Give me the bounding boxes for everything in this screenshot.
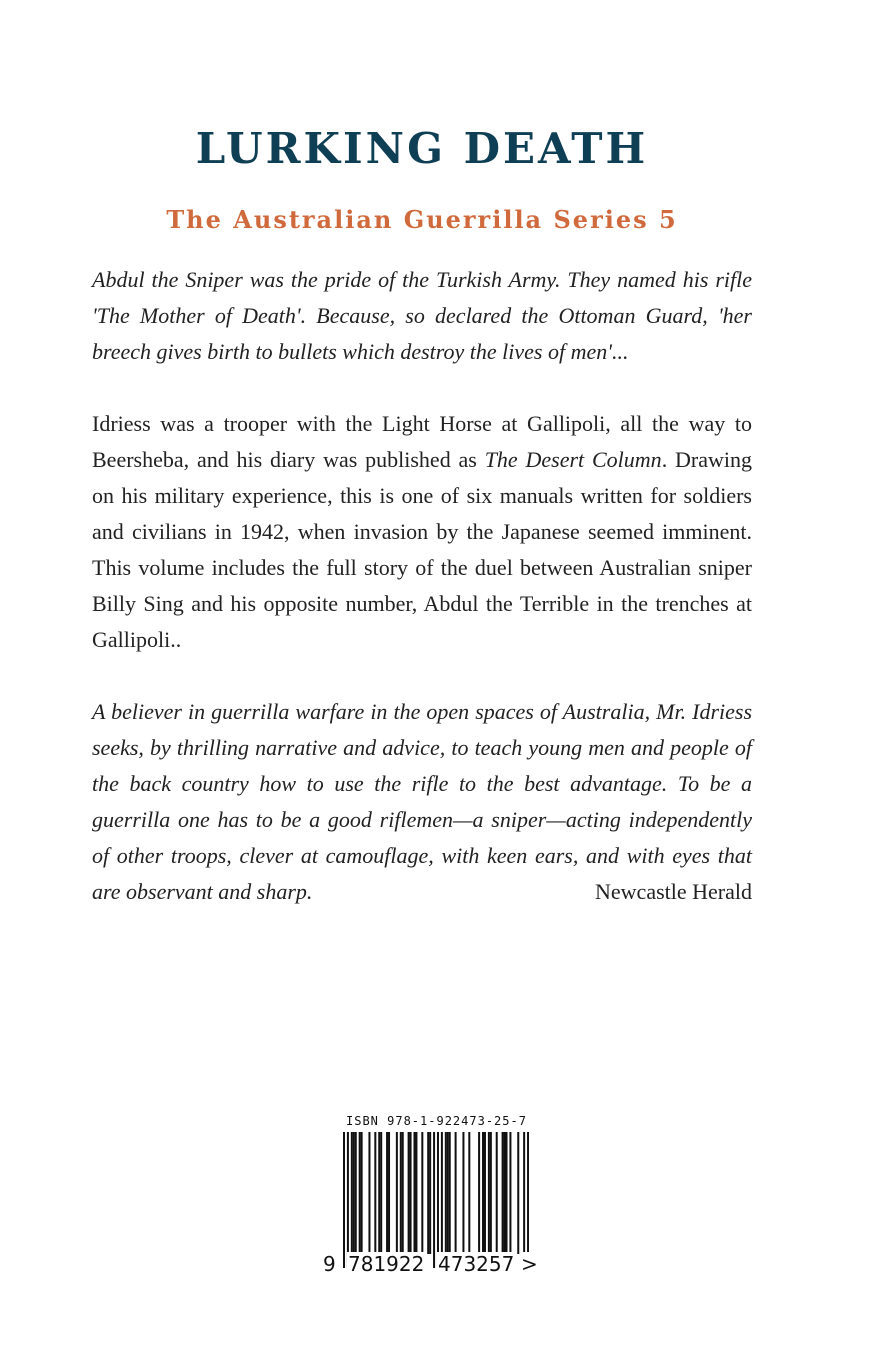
isbn-label: ISBN 978-1-922473-25-7 — [346, 1114, 527, 1128]
barcode-bar — [410, 1132, 412, 1254]
barcode-bar — [502, 1132, 504, 1254]
barcode-bar — [484, 1132, 486, 1254]
barcode-bar — [353, 1132, 355, 1254]
barcode-bar — [380, 1132, 382, 1254]
barcode-bar — [343, 1132, 345, 1268]
barcode-bar — [527, 1132, 529, 1268]
barcode-bar — [478, 1132, 480, 1254]
barcode-bar — [400, 1132, 402, 1254]
barcode-bar — [488, 1132, 490, 1254]
author-text-before: Idriess was a trooper with the Light Horse at Gallipoli, all the way to Beersheba, and his diary was published as — [92, 411, 752, 472]
barcode-digit-group-2: 473257 — [438, 1252, 515, 1276]
barcode-bar — [517, 1132, 519, 1254]
review-source: Newcastle Herald — [595, 879, 752, 904]
barcode-bar — [449, 1132, 451, 1254]
book-reference-title: The Desert Column — [484, 447, 662, 472]
barcode-bar — [509, 1132, 511, 1254]
barcode-end-mark: > — [521, 1252, 538, 1276]
barcode-bar — [388, 1132, 390, 1254]
barcode-bar — [374, 1132, 376, 1254]
barcode-bar — [378, 1132, 380, 1254]
barcode-bar — [441, 1132, 443, 1254]
barcode-digit-group-1: 781922 — [348, 1252, 425, 1276]
barcode-bar — [462, 1132, 464, 1254]
series-subtitle: The Australian Guerrilla Series 5 — [166, 205, 678, 234]
barcode-bar — [429, 1132, 431, 1254]
barcode-bar — [523, 1132, 525, 1268]
barcode-bar — [421, 1132, 423, 1254]
review-quote — [92, 694, 752, 910]
barcode-bar — [504, 1132, 506, 1254]
barcode-bar — [455, 1132, 457, 1254]
barcode-bar — [355, 1132, 357, 1254]
blurb-paragraph-intro: Abdul the Sniper was the pride of the Turkish Army. They named his rifle 'The Mother of Death'. Because, so declared the Ottoman Guard, 'her breech gives birth to bullets which destroy the lives of men'... — [92, 267, 752, 364]
barcode-bar — [396, 1132, 398, 1254]
barcode-lead-digit: 9 — [323, 1252, 336, 1276]
barcode-bar — [437, 1132, 439, 1268]
barcode-bar — [468, 1132, 470, 1254]
barcode-bar — [415, 1132, 417, 1254]
barcode-bar — [413, 1132, 415, 1254]
barcode-bar — [433, 1132, 435, 1268]
barcode-bar — [368, 1132, 370, 1254]
review-quote-text: A believer in guerrilla warfare in the open spaces of Australia, Mr. Idriess seeks, by thrilling narrative and advice, to teach young men and people of the back country how to use the rifle to the best advantage. To be a guerrilla one has to be a good riflemen—a sniper—acting independently of other troops, clever at camouflage, with keen ears, and with eyes that are observant and sharp. — [92, 699, 752, 904]
blurb-paragraph-author — [92, 406, 752, 658]
barcode-bar — [482, 1132, 484, 1254]
barcode-image — [343, 1132, 529, 1268]
barcode-bar — [361, 1132, 363, 1254]
barcode-bar — [496, 1132, 498, 1254]
barcode-bar — [506, 1132, 508, 1254]
barcode-bar — [447, 1132, 449, 1254]
barcode-bar — [408, 1132, 410, 1254]
barcode-bar — [351, 1132, 353, 1254]
barcode-bar — [386, 1132, 388, 1254]
barcode-bar — [490, 1132, 492, 1254]
book-title: LURKING DEATH — [195, 124, 649, 173]
barcode-bar — [427, 1132, 429, 1254]
barcode-bar — [359, 1132, 361, 1254]
barcode-bar — [402, 1132, 404, 1254]
barcode-bar — [445, 1132, 447, 1254]
barcode-bar — [347, 1132, 349, 1268]
barcode-digits — [322, 1252, 552, 1282]
author-text-after: . Drawing on his military experience, this is one of six manuals written for soldiers and civilians in 1942, when invasion by the Japanese seemed imminent. This volume includes the full story of the duel between Australian sniper Billy Sing and his opposite number, Abdul the Terrible in the trenches at Gallipoli.. — [92, 447, 752, 652]
